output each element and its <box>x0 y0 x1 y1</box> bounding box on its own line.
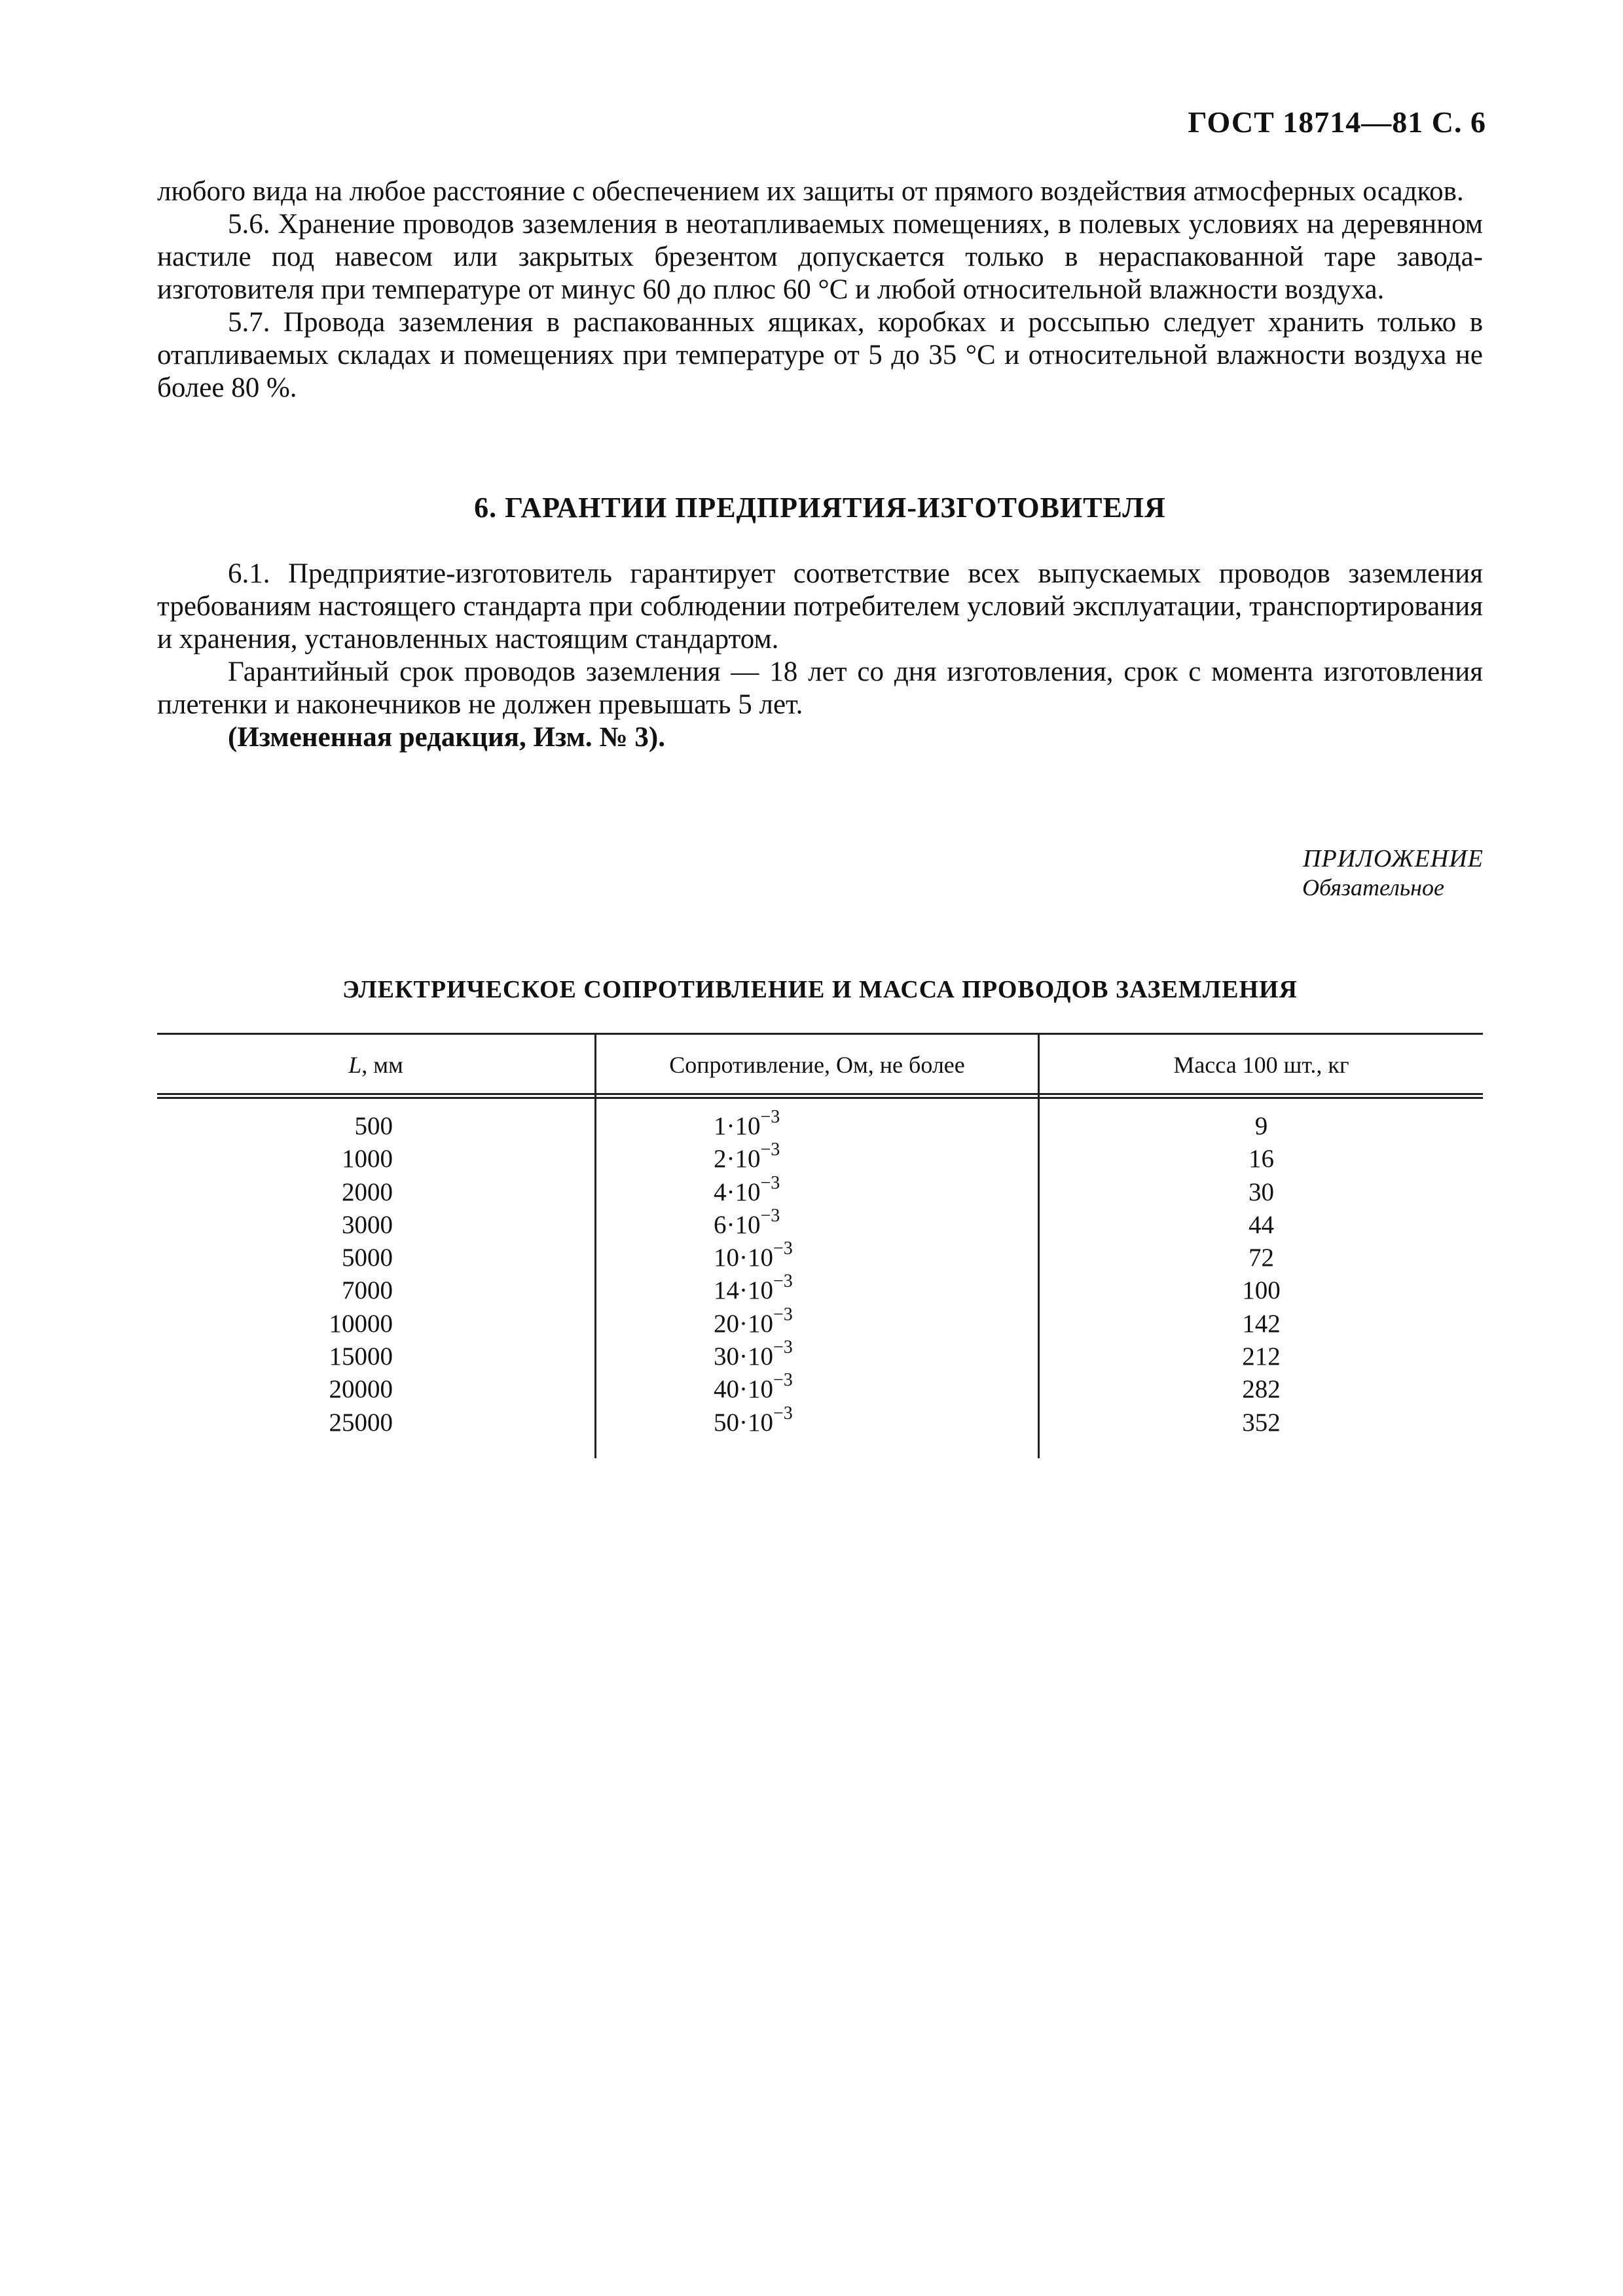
resistance-mantissa: 1·10 <box>714 1112 761 1140</box>
cell-mass: 30 <box>1249 1177 1274 1206</box>
table-row <box>157 1139 1483 1175</box>
resistance-exponent: −3 <box>760 1139 780 1160</box>
paragraph-amendment: (Измененная редакция, Изм. № 3). <box>228 722 665 753</box>
page-header: ГОСТ 18714—81 С. 6 <box>1188 105 1486 139</box>
cell-length: 20000 <box>329 1375 393 1404</box>
cell-mass: 9 <box>1254 1112 1268 1140</box>
resistance-exponent: −3 <box>773 1304 793 1325</box>
table-header-rule-2 <box>157 1097 1483 1099</box>
resistance-exponent: −3 <box>760 1107 780 1127</box>
cell-resistance <box>714 1337 989 1373</box>
resistance-exponent: −3 <box>773 1403 793 1424</box>
header-length <box>157 1049 594 1081</box>
cell-length: 7000 <box>342 1276 393 1305</box>
table-row <box>157 1107 1483 1143</box>
header-length-unit: , мм <box>361 1052 403 1078</box>
cell-resistance <box>714 1403 989 1439</box>
table-row <box>157 1238 1483 1274</box>
section-6-title: 6. ГАРАНТИИ ПРЕДПРИЯТИЯ-ИЗГОТОВИТЕЛЯ <box>474 492 1166 524</box>
appendix-title: ПРИЛОЖЕНИЕ <box>1303 845 1484 872</box>
paragraph-warranty: Гарантийный срок проводов заземления — 18 лет со дня изготовления, срок с момента изготовления плетенки и наконечников не должен превышать 5 лет. <box>157 656 1483 720</box>
table-header-rule-1 <box>157 1093 1483 1095</box>
table-row <box>157 1205 1483 1242</box>
resistance-mantissa: 40·10 <box>714 1375 773 1404</box>
cell-resistance <box>714 1172 989 1209</box>
cell-mass: 72 <box>1249 1244 1274 1272</box>
resistance-exponent: −3 <box>760 1205 780 1226</box>
cell-length: 2000 <box>342 1177 393 1206</box>
table-row <box>157 1403 1483 1439</box>
cell-resistance <box>714 1139 989 1175</box>
resistance-mantissa: 2·10 <box>714 1145 761 1174</box>
appendix-subtitle: Обязательное <box>1302 874 1444 901</box>
cell-mass: 212 <box>1242 1342 1281 1371</box>
resistance-exponent: −3 <box>773 1238 793 1259</box>
cell-resistance <box>714 1107 989 1143</box>
cell-length: 10000 <box>329 1309 393 1338</box>
resistance-exponent: −3 <box>773 1271 793 1292</box>
resistance-mantissa: 6·10 <box>714 1210 761 1239</box>
cell-resistance <box>714 1304 989 1340</box>
appendix-label <box>1178 844 1484 902</box>
cell-resistance <box>714 1205 989 1242</box>
section-5-text <box>157 175 1483 404</box>
cell-length: 1000 <box>342 1145 393 1174</box>
cell-mass: 100 <box>1242 1276 1281 1305</box>
table-row <box>157 1337 1483 1373</box>
table-row <box>157 1271 1483 1307</box>
paragraph-6-1: 6.1. Предприятие-изготовитель гарантирует соответствие всех выпускаемых проводов заземления требованиям настоящего стандарта при соблюдении потребителем условий эксплуатации, транспортирования и хранения, установленных настоящим стандартом. <box>157 558 1483 655</box>
paragraph-5-6: 5.6. Хранение проводов заземления в неотапливаемых помещениях, в полевых условиях на деревянном настиле под навесом или закрытых брезентом допускается только в нераспакованной таре завода-изготовителя при температуре от минус 60 до плюс 60 °С и любой относительной влажности воздуха. <box>157 209 1483 305</box>
table-title: ЭЛЕКТРИЧЕСКОЕ СОПРОТИВЛЕНИЕ И МАССА ПРОВОДОВ ЗАЗЕМЛЕНИЯ <box>342 976 1298 1003</box>
resistance-mantissa: 50·10 <box>714 1408 773 1437</box>
resistance-exponent: −3 <box>773 1337 793 1358</box>
cell-mass: 352 <box>1242 1408 1281 1437</box>
cell-resistance <box>714 1238 989 1274</box>
cell-length: 500 <box>354 1112 393 1140</box>
table-row <box>157 1370 1483 1406</box>
paragraph-continuation: любого вида на любое расстояние с обеспечением их защиты от прямого воздействия атмосферных осадков. <box>157 176 1464 207</box>
cell-length: 25000 <box>329 1408 393 1437</box>
cell-mass: 282 <box>1242 1375 1281 1404</box>
resistance-exponent: −3 <box>760 1172 780 1193</box>
header-length-var: L <box>348 1052 362 1078</box>
cell-mass: 142 <box>1242 1309 1281 1338</box>
resistance-mantissa: 20·10 <box>714 1309 773 1338</box>
resistance-mantissa: 10·10 <box>714 1244 773 1272</box>
cell-resistance <box>714 1271 989 1307</box>
cell-mass: 16 <box>1249 1145 1274 1174</box>
cell-length: 15000 <box>329 1342 393 1371</box>
header-mass: Масса 100 шт., кг <box>1173 1052 1349 1078</box>
resistance-mass-table <box>157 1033 1483 1458</box>
table-top-rule <box>157 1033 1483 1035</box>
table-row <box>157 1172 1483 1209</box>
resistance-mantissa: 14·10 <box>714 1276 773 1305</box>
paragraph-5-7: 5.7. Провода заземления в распакованных ящиках, коробках и россыпью следует хранить только в отапливаемых складах и помещениях при температуре от 5 до 35 °С и относительной влажности воздуха не более 80 %. <box>157 307 1483 403</box>
section-6-text <box>157 558 1483 754</box>
cell-length: 3000 <box>342 1210 393 1239</box>
table-row <box>157 1304 1483 1340</box>
resistance-mantissa: 4·10 <box>714 1177 761 1206</box>
cell-length: 5000 <box>342 1244 393 1272</box>
resistance-exponent: −3 <box>773 1370 793 1391</box>
table-body <box>157 1107 1483 1439</box>
resistance-mantissa: 30·10 <box>714 1342 773 1371</box>
cell-resistance <box>714 1370 989 1406</box>
header-resistance: Сопротивление, Ом, не более <box>669 1052 965 1078</box>
cell-mass: 44 <box>1249 1210 1274 1239</box>
